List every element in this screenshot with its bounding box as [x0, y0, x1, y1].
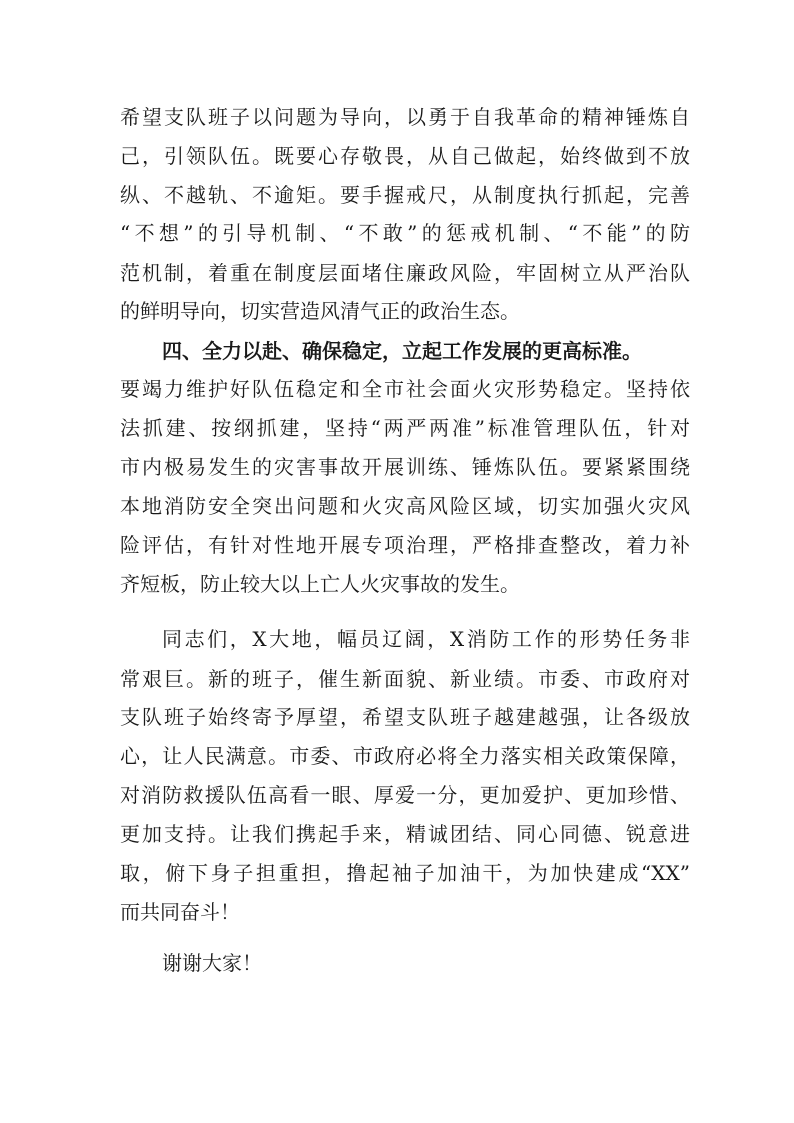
- body-line: 希望支队班子以问题为导向，以勇于自我革命的精神锤炼自: [120, 105, 690, 129]
- body-line: 而共同奋斗！: [120, 900, 240, 924]
- body-line: 同志们，X大地，幅员辽阔，X消防工作的形势任务非: [162, 627, 690, 651]
- body-line: “不想”的引导机制、“不敢”的惩戒机制、“不能”的防: [120, 221, 690, 245]
- body-line: 对消防救援队伍高看一眼、厚爱一分，更加爱护、更加珍惜、: [120, 783, 690, 807]
- body-line: 险评估，有针对性地开展专项治理，严格排查整改，着力补: [120, 533, 690, 557]
- section-heading: 四、全力以赴、确保稳定，立起工作发展的更高标准。: [162, 339, 642, 363]
- body-line: 取，俯下身子担重担，撸起袖子加油干，为加快建成“XX”: [120, 861, 690, 885]
- body-line: 本地消防安全突出问题和火灾高风险区域，切实加强火灾风: [120, 494, 690, 518]
- body-line: 市内极易发生的灾害事故开展训练、锤炼队伍。要紧紧围绕: [120, 455, 690, 479]
- body-line: 范机制，着重在制度层面堵住廉政风险，牢固树立从严治队: [120, 261, 690, 285]
- body-line: 支队班子始终寄予厚望，希望支队班子越建越强，让各级放: [120, 705, 690, 729]
- closing-line: 谢谢大家！: [162, 951, 262, 975]
- body-line: 更加支持。让我们携起手来，精诚团结、同心同德、锐意进: [120, 822, 690, 846]
- body-line: 纵、不越轨、不逾矩。要手握戒尺，从制度执行抓起，完善: [120, 183, 690, 207]
- body-line: 要竭力维护好队伍稳定和全市社会面火灾形势稳定。坚持依: [120, 377, 690, 401]
- body-line: 的鲜明导向，切实营造风清气正的政治生态。: [120, 299, 520, 323]
- body-line: 法抓建、按纲抓建，坚持“两严两准”标准管理队伍，针对: [120, 416, 690, 440]
- body-line: 齐短板，防止较大以上亡人火灾事故的发生。: [120, 572, 520, 596]
- body-line: 己，引领队伍。既要心存敬畏，从自己做起，始终做到不放: [120, 144, 690, 168]
- body-line: 常艰巨。新的班子，催生新面貌、新业绩。市委、市政府对: [120, 667, 690, 691]
- body-line: 心，让人民满意。市委、市政府必将全力落实相关政策保障，: [120, 744, 690, 768]
